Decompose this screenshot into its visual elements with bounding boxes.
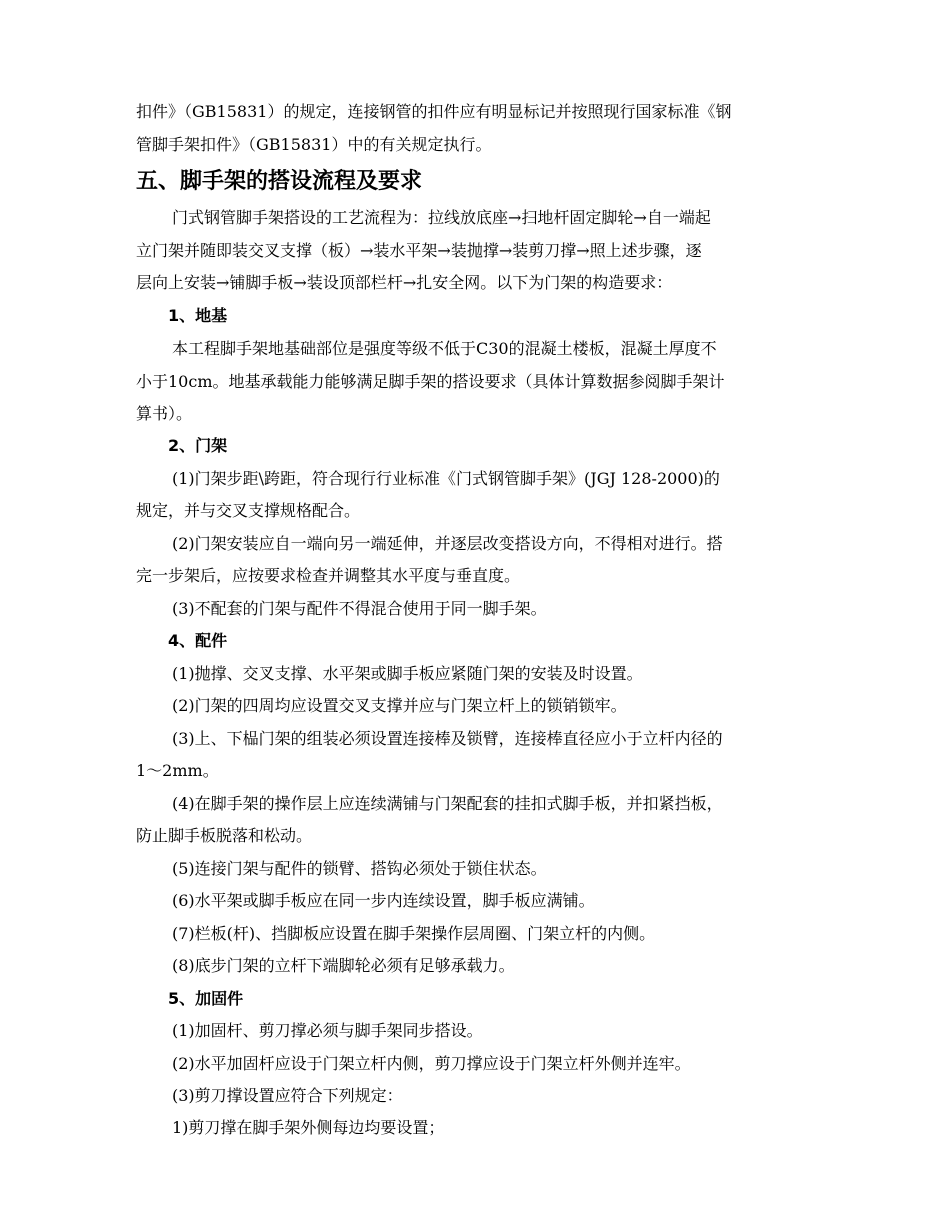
list-item: (4)在脚手架的操作层上应连续满铺与门架配套的挂扣式脚手板，并扣紧挡板， bbox=[172, 794, 723, 813]
list-item: (7)栏板(杆)、挡脚板应设置在脚手架操作层周圈、门架立杆的内侧。 bbox=[172, 924, 656, 943]
subheading-foundation: 1、地基 bbox=[168, 306, 228, 325]
list-item: (2)水平加固杆应设于门架立杆内侧，剪刀撑应设于门架立杆外侧并连牢。 bbox=[172, 1054, 691, 1073]
list-item-continuation: 完一步架后，应按要求检查并调整其水平度与垂直度。 bbox=[136, 566, 521, 585]
paragraph-line: 算书）。 bbox=[136, 404, 193, 423]
subheading-door-frame: 2、门架 bbox=[168, 436, 228, 455]
paragraph-line: 本工程脚手架地基础部位是强度等级不低于C30的混凝土楼板，混凝土厚度不 bbox=[172, 339, 717, 358]
list-item: (1)加固杆、剪刀撑必须与脚手架同步搭设。 bbox=[172, 1021, 483, 1040]
subheading-fittings: 4、配件 bbox=[168, 631, 228, 650]
list-item: (2)门架安装应自一端向另一端延伸，并逐层改变搭设方向，不得相对进行。搭 bbox=[172, 534, 723, 553]
paragraph-line: 门式钢管脚手架搭设的工艺流程为：拉线放底座→扫地杆固定脚轮→自一端起 bbox=[172, 208, 711, 227]
list-item-continuation: 防止脚手板脱落和松动。 bbox=[136, 826, 313, 845]
list-item: (5)连接门架与配件的锁臂、搭钩必须处于锁住状态。 bbox=[172, 859, 547, 878]
list-item-continuation: 规定，并与交叉支撑规格配合。 bbox=[136, 501, 361, 520]
list-item: (8)底步门架的立杆下端脚轮必须有足够承载力。 bbox=[172, 956, 515, 975]
paragraph-line: 小于10cm。地基承载能力能够满足脚手架的搭设要求（具体计算数据参阅脚手架计 bbox=[136, 372, 725, 391]
paragraph-line: 管脚手架扣件》（GB15831）中的有关规定执行。 bbox=[136, 135, 492, 154]
list-item: (1)抛撑、交叉支撑、水平架或脚手板应紧随门架的安装及时设置。 bbox=[172, 664, 643, 683]
paragraph-line: 扣件》（GB15831）的规定，连接钢管的扣件应有明显标记并按照现行国家标准《钢 bbox=[136, 102, 732, 121]
paragraph-line: 层向上安装→铺脚手板→装设顶部栏杆→扎安全网。以下为门架的构造要求： bbox=[136, 273, 673, 292]
list-item-continuation: 1～2mm。 bbox=[136, 761, 219, 780]
paragraph-line: 立门架并随即装交叉支撑（板）→装水平架→装抛撑→装剪刀撑→照上述步骤，逐 bbox=[136, 241, 702, 260]
list-item: (2)门架的四周均应设置交叉支撑并应与门架立杆上的锁销锁牢。 bbox=[172, 696, 627, 715]
list-item: (3)剪刀撑设置应符合下列规定： bbox=[172, 1086, 403, 1105]
list-item: (3)上、下榀门架的组装必须设置连接棒及锁臂，连接棒直径应小于立杆内径的 bbox=[172, 729, 723, 748]
list-item: (6)水平架或脚手板应在同一步内连续设置，脚手板应满铺。 bbox=[172, 891, 595, 910]
list-item: (3)不配套的门架与配件不得混合使用于同一脚手架。 bbox=[172, 599, 547, 618]
subheading-reinforcement: 5、加固件 bbox=[168, 989, 244, 1008]
list-item: (1)门架步距\跨距，符合现行行业标准《门式钢管脚手架》(JGJ 128-2000)的 bbox=[172, 469, 720, 488]
list-item: 1)剪刀撑在脚手架外侧每边均要设置； bbox=[172, 1118, 445, 1137]
section-heading: 五、脚手架的搭设流程及要求 bbox=[136, 169, 423, 194]
